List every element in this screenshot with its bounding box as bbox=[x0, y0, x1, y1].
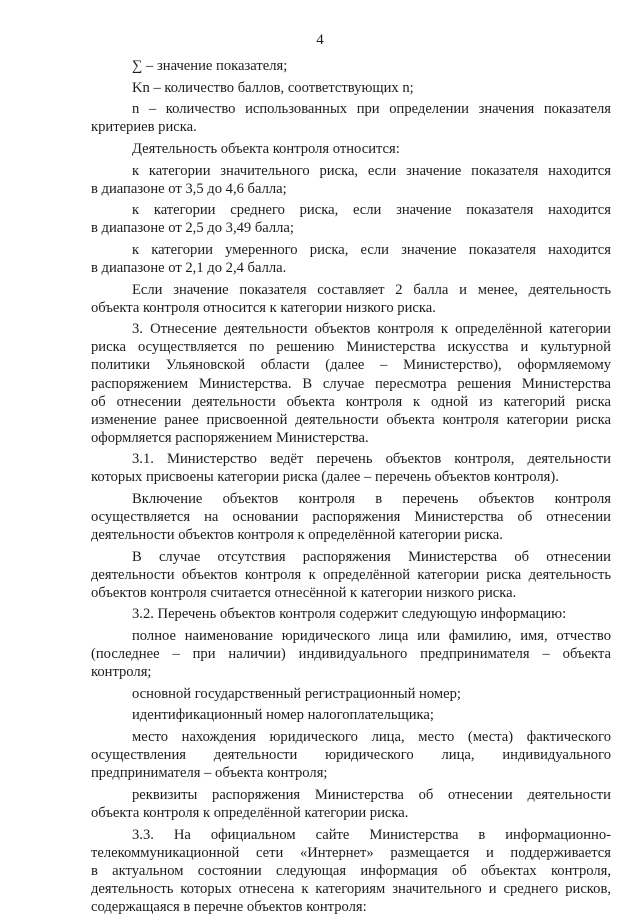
text-line: n – количество использованных при определении значения показателя bbox=[132, 101, 611, 118]
text-line: идентификационный номер налогоплательщика; bbox=[132, 707, 434, 724]
text-line: об отнесении деятельности объекта контроля к одной из категорий риска bbox=[91, 393, 611, 410]
text-line: объектов контроля считается отнесённой к категории низкого риска. bbox=[91, 584, 517, 601]
text-line: предпринимателя – объекта контроля; bbox=[91, 765, 328, 782]
text-line: деятельность которых отнесена к категориям значительного и среднего рисков, bbox=[91, 880, 611, 897]
text-line: основной государственный регистрационный номер; bbox=[132, 685, 461, 702]
text-line: полное наименование юридического лица или фамилию, имя, отчество bbox=[132, 628, 611, 645]
text-line: Деятельность объекта контроля относится: bbox=[132, 140, 400, 157]
text-line: осуществления деятельности юридического лица, индивидуального bbox=[91, 747, 611, 764]
text-line: место нахождения юридического лица, место (места) фактического bbox=[132, 729, 611, 746]
text-line: реквизиты распоряжения Министерства об отнесении деятельности bbox=[132, 786, 611, 803]
text-line: (последнее – при наличии) индивидуального предпринимателя – объекта bbox=[91, 646, 611, 663]
text-line: деятельности объектов контроля к определённой категории риска. bbox=[91, 527, 503, 544]
text-line: Kn – количество баллов, соответствующих n; bbox=[132, 79, 414, 96]
text-line: Включение объектов контроля в перечень объектов контроля bbox=[132, 490, 611, 507]
text-line: распоряжением Министерства. В случае пересмотра решения Министерства bbox=[91, 375, 611, 392]
text-line: телекоммуникационной сети «Интернет» размещается и поддерживается bbox=[91, 844, 611, 861]
document-body bbox=[91, 57, 611, 916]
text-line: ∑ – значение показателя; bbox=[132, 58, 288, 74]
text-line: в диапазоне от 3,5 до 4,6 балла; bbox=[91, 180, 287, 197]
text-line: к категории среднего риска, если значение показателя находится bbox=[132, 202, 611, 219]
text-line: изменение ранее присвоенной деятельности объекта контроля категории риска bbox=[91, 411, 611, 428]
text-line: оформляется распоряжением Министерства. bbox=[91, 429, 369, 446]
text-line: которых присвоены категории риска (далее – перечень объектов контроля). bbox=[91, 469, 559, 486]
text-line: содержащаяся в перечне объектов контроля: bbox=[91, 898, 367, 915]
text-line: критериев риска. bbox=[91, 119, 197, 136]
text-line: к категории умеренного риска, если значение показателя находится bbox=[132, 241, 611, 258]
text-line: политики Ульяновской области (далее – Министерство), оформляемому bbox=[91, 357, 611, 374]
text-line: в диапазоне от 2,1 до 2,4 балла. bbox=[91, 260, 287, 277]
text-line: деятельности объектов контроля к определённой категории риска деятельность bbox=[91, 566, 611, 583]
text-line: 3. Отнесение деятельности объектов контроля к определённой категории bbox=[132, 321, 611, 338]
text-line: Если значение показателя составляет 2 балла и менее, деятельность bbox=[132, 281, 611, 298]
text-line: 3.3. На официальном сайте Министерства в информационно- bbox=[132, 826, 611, 843]
text-line: осуществляется на основании распоряжения Министерства об отнесении bbox=[91, 509, 611, 526]
text-line: объекта контроля к определённой категории риска. bbox=[91, 804, 409, 821]
text-line: риска осуществляется по решению Министерства искусства и культурной bbox=[91, 339, 611, 356]
text-line: в актуальном состоянии следующая информация об объектах контроля, bbox=[91, 862, 611, 879]
text-line: к категории значительного риска, если значение показателя находится bbox=[132, 162, 611, 179]
text-line: 3.1. Министерство ведёт перечень объектов контроля, деятельности bbox=[132, 451, 611, 468]
page-number: 4 bbox=[316, 32, 324, 48]
text-line: 3.2. Перечень объектов контроля содержит следующую информацию: bbox=[132, 606, 567, 623]
text-line: контроля; bbox=[91, 664, 152, 681]
text-line: объекта контроля относится к категории низкого риска. bbox=[91, 299, 436, 316]
text-line: В случае отсутствия распоряжения Министерства об отнесении bbox=[132, 548, 611, 565]
text-line: в диапазоне от 2,5 до 3,49 балла; bbox=[91, 220, 294, 237]
